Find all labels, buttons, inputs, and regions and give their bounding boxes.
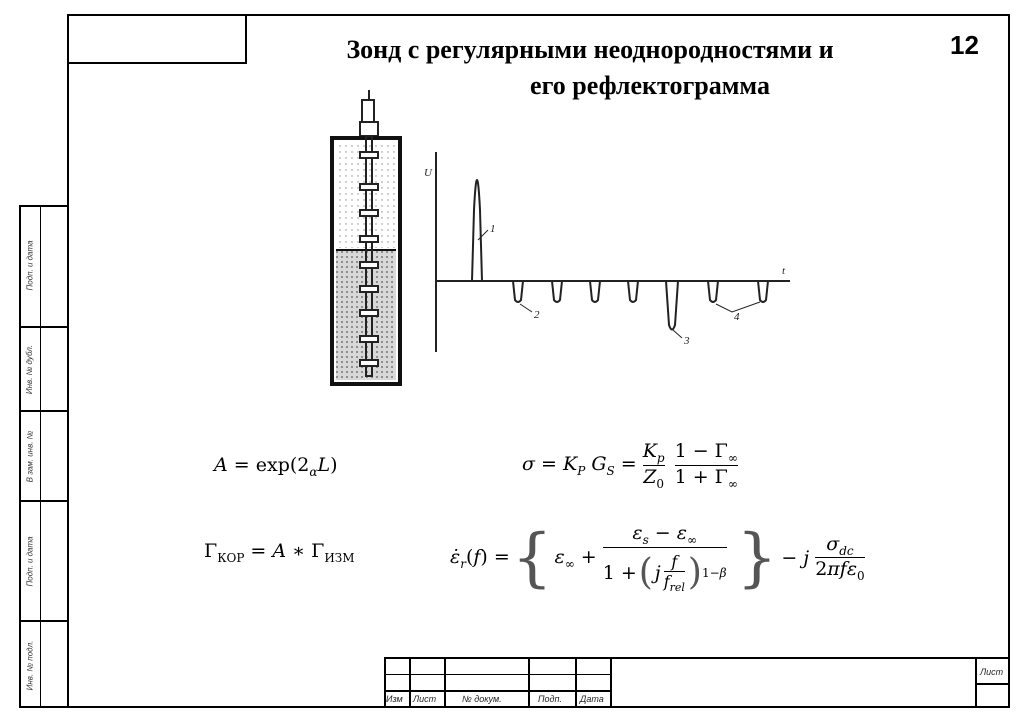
axis-t-label: t [782, 265, 786, 277]
stamp-label-izm: Изм [386, 694, 403, 704]
stamp-label-list: Лист [413, 694, 437, 704]
callout-4: 4 [734, 311, 740, 323]
stamp-label-sign: Подп. [538, 694, 562, 704]
axis-u-label: U [424, 167, 432, 179]
page-number: 12 [950, 30, 979, 60]
callout-1: 1 [490, 223, 496, 235]
stamp-sheet-label: Лист [980, 667, 1004, 677]
side-label-sign-date-2: Подп. и дата [25, 535, 35, 587]
formula-corrected-reflection: $\Gamma_{КОР} = A$ ∗ $\Gamma_{ИЗМ}$ [204, 540, 355, 565]
side-label-dup-inv: Инв. № дубл. [25, 344, 35, 394]
top-left-box [67, 14, 247, 64]
formula-conductivity: $\sigma = K_P$ $G_S$ = $\frac{K_p}{Z_0}$ $1 - \Gamma_\infty$ $1 + \Gamma_\infty$ [522, 440, 738, 491]
formula-attenuation: $A = \exp(2_\alpha L)$ [214, 454, 338, 479]
stamp-label-date: Дата [580, 694, 604, 704]
callout-3: 3 [684, 335, 690, 347]
title-line-1: Зонд с регулярными неоднородностями и [346, 35, 834, 64]
side-label-repl-inv: В зам. инв. № [25, 430, 35, 482]
stamp-label-doc-no: № докум. [462, 694, 502, 704]
side-label-orig-inv: Инв. № подл. [25, 640, 35, 690]
title-line-2: его рефлектограмма [530, 71, 770, 100]
side-label-sign-date: Подп. и дата [25, 240, 35, 291]
formula-permittivity: $\varepsiloṅ_r(f)$ = { $\varepsilon_\infty$ + $\varepsilon_s - \varepsilon_\infty$ 1 + ( j f $f_{rel}$ ) 1−β } − j $\sigma_{dc}$ 2πfε$_0$ [450, 520, 865, 595]
callout-2: 2 [534, 309, 540, 321]
probe-reflectogram-figure [320, 90, 800, 390]
probe-drawing [332, 90, 400, 384]
